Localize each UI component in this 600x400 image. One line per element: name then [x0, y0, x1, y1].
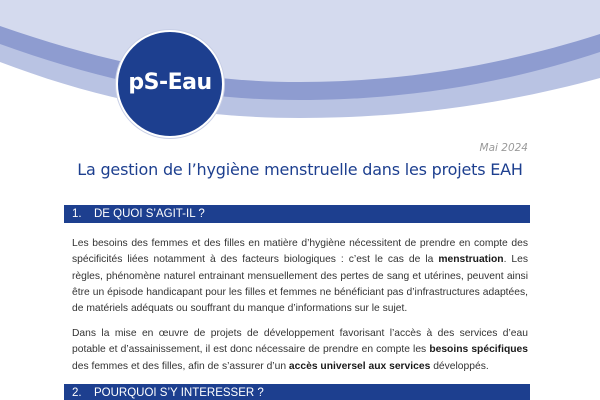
section-heading: POURQUOI S’Y INTERESSER ?	[94, 387, 264, 399]
ps-eau-logo	[116, 30, 224, 138]
section-heading: DE QUOI S’AGIT-IL ?	[94, 208, 205, 220]
header-wave-decoration	[0, 0, 600, 145]
section-header-1	[64, 205, 530, 223]
paragraph-2	[72, 326, 528, 375]
paragraph-1-text-b: . Les règles, phénomène naturel entrainant mensuellement des pertes de sang et utérines, peuvent ainsi être un épisode handicapant pour les filles et femmes ne bénéficiant pas d’infrastructures adaptées, de matériels adéquats ou souffrant du manque d’informations sur le sujet.	[72, 254, 529, 315]
page-title: La gestion de l’hygiène menstruelle dans les projets EAH	[77, 160, 523, 179]
paragraph-1-bold-menstruation: menstruation	[438, 254, 504, 266]
paragraph-1-text-a: Les besoins des femmes et des filles en matière d’hygiène nécessitent de prendre en compte des spécificités liées notamment à des facteurs biologiques : c’est le cas de la	[72, 238, 528, 266]
paragraph-2-bold-acces: accès universel aux services	[288, 360, 431, 372]
paragraph-2-text-a: Dans la mise en œuvre de projets de développement favorisant l’accès à des services d’eau potable et d’assainissement, il est donc nécessaire de prendre en compte les	[72, 328, 528, 356]
paragraph-2-text-c: développés.	[430, 360, 489, 372]
paragraph-2-bold-besoins: besoins spécifiques	[429, 344, 528, 356]
section-header-2	[64, 384, 530, 400]
paragraph-2-text-b: des femmes et des filles, afin de s’assurer d’un	[72, 360, 289, 372]
logo-text: pS-Eau	[128, 69, 212, 95]
paragraph-1	[72, 236, 528, 317]
section-number: 1.	[72, 208, 82, 220]
section-number: 2.	[72, 387, 82, 399]
publication-date: Mai 2024	[479, 142, 528, 154]
